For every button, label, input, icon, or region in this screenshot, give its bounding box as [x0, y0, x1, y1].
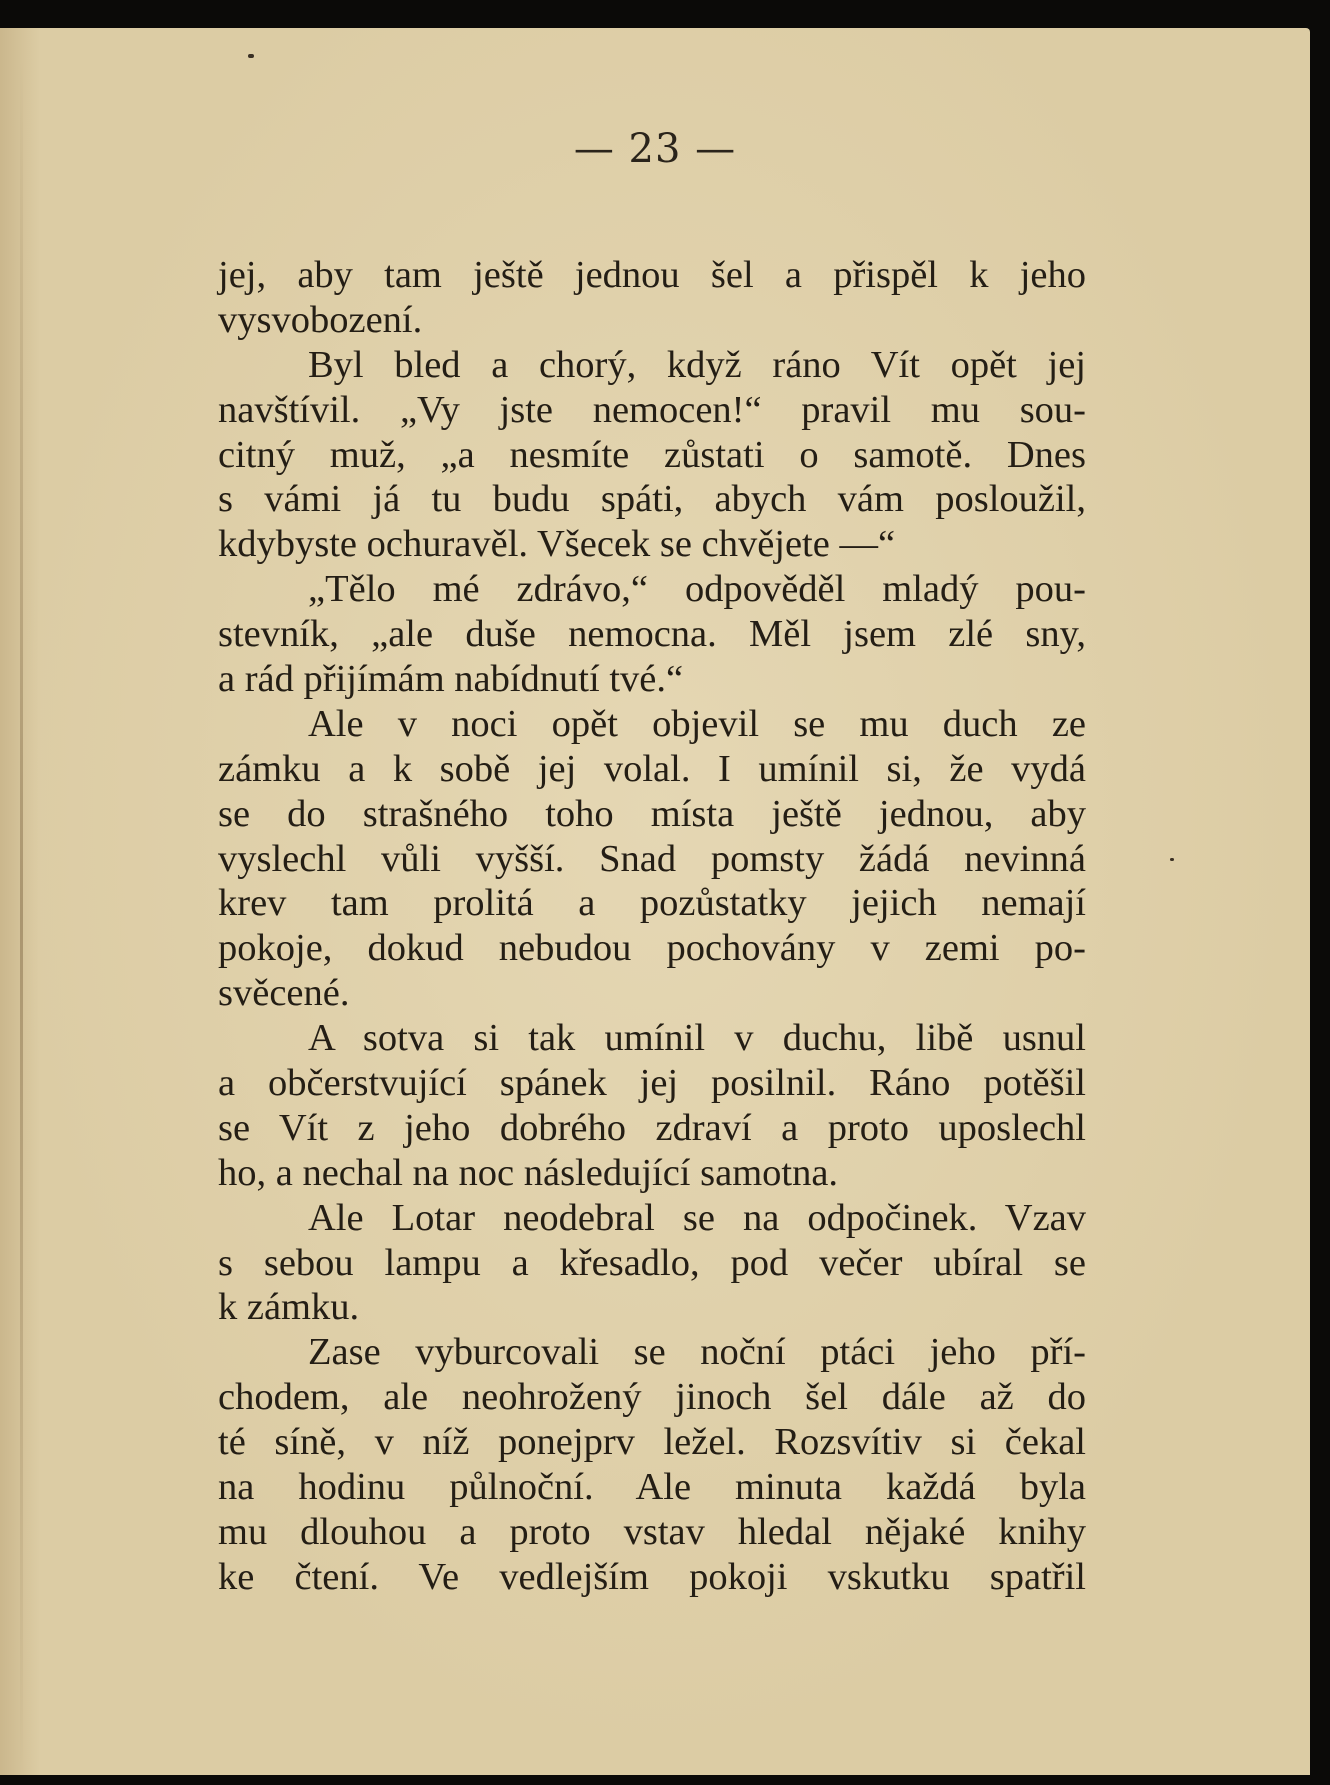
text-line: kdybyste ochuravěl. Všecek se chvějete —“	[218, 523, 896, 566]
text-line: se do strašného toho místa ještě jednou, aby	[218, 792, 1086, 835]
text-line: krev tam prolitá a pozůstatky jejich nemají	[218, 882, 1086, 925]
text-line: té síně, v níž ponejprv ležel. Rozsvítiv si čekal	[218, 1421, 1086, 1464]
body-text	[218, 253, 1086, 1600]
text-line: navštívil. „Vy jste nemocen!“ pravil mu sou-	[218, 388, 1086, 431]
text-line: A sotva si tak umínil v duchu, libě usnul	[308, 1017, 1086, 1060]
text-line: k zámku.	[218, 1286, 360, 1329]
book-page	[0, 28, 1310, 1775]
page-number: — 23 —	[573, 126, 737, 172]
text-line: a občerstvující spánek jej posilnil. Ráno potěšil	[218, 1062, 1086, 1105]
text-line: stevník, „ale duše nemocna. Měl jsem zlé sny,	[218, 613, 1086, 656]
text-line: s sebou lampu a křesadlo, pod večer ubíral se	[218, 1241, 1086, 1284]
text-line: Ale Lotar neodebral se na odpočinek. Vzav	[308, 1196, 1086, 1239]
text-line: s vámi já tu budu spáti, abych vám posloužil,	[218, 478, 1086, 521]
text-line: ke čtení. Ve vedlejším pokoji vskutku spatřil	[218, 1555, 1086, 1598]
text-line: mu dlouhou a proto vstav hledal nějaké knihy	[218, 1510, 1086, 1553]
ink-speck	[1170, 858, 1174, 861]
ink-speck	[248, 54, 254, 58]
text-line: svěcené.	[218, 972, 350, 1015]
text-line: vyslechl vůli vyšší. Snad pomsty žádá nevinná	[218, 837, 1086, 880]
text-line: na hodinu půlnoční. Ale minuta každá byla	[218, 1466, 1086, 1509]
text-line: „Tělo mé zdrávo,“ odpověděl mladý pou-	[308, 568, 1086, 611]
text-line: Byl bled a chorý, když ráno Vít opět jej	[308, 343, 1086, 386]
text-line: ho, a nechal na noc následující samotna.	[218, 1151, 839, 1194]
text-line: jej, aby tam ještě jednou šel a přispěl k jeho	[218, 254, 1086, 296]
text-line: citný muž, „a nesmíte zůstati o samotě. Dnes	[218, 433, 1086, 476]
scan-edge-shadow	[20, 58, 23, 1778]
text-line: Zase vyburcovali se noční ptáci jeho pří-	[308, 1331, 1086, 1374]
text-line: a rád přijímám nabídnutí tvé.“	[218, 658, 684, 701]
text-line: Ale v noci opět objevil se mu duch ze	[308, 702, 1086, 745]
text-line: zámku a k sobě jej volal. I umínil si, že vydá	[218, 747, 1086, 790]
text-line: chodem, ale neohrožený jinoch šel dále až do	[218, 1376, 1086, 1419]
text-line: vysvobození.	[218, 298, 423, 341]
text-line: pokoje, dokud nebudou pochovány v zemi po-	[218, 927, 1086, 970]
text-line: se Vít z jeho dobrého zdraví a proto uposlechl	[218, 1106, 1086, 1149]
